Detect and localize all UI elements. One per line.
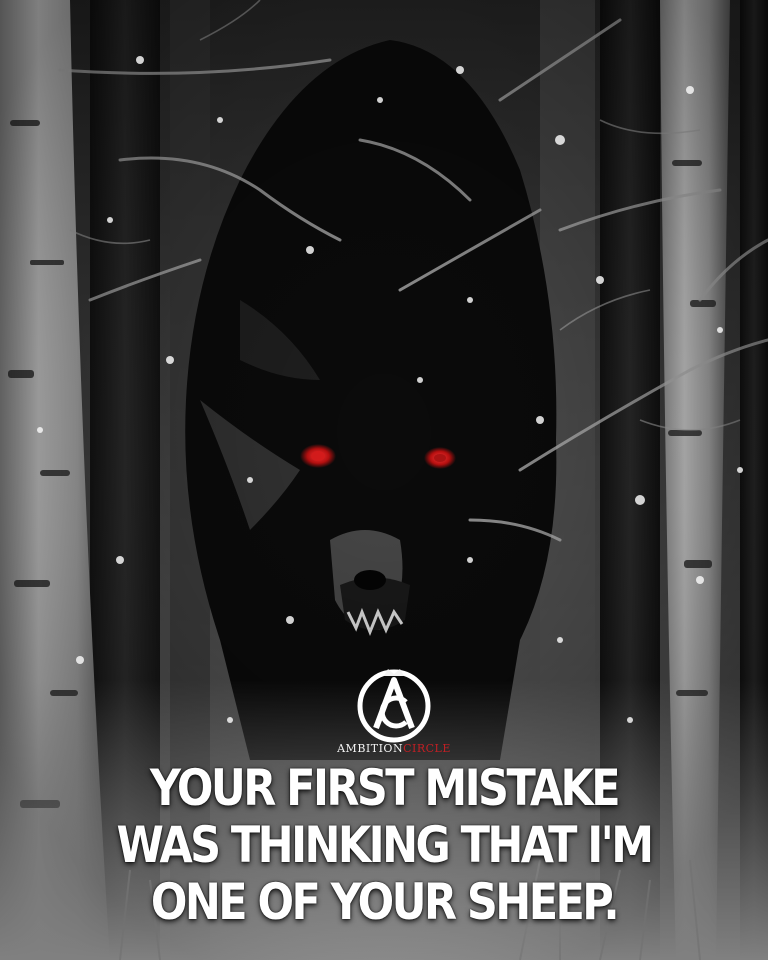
brand-name-circle: CIRCLE	[403, 742, 451, 755]
quote-line-2: WAS THINKING THAT I'M	[116, 816, 652, 874]
brand-name-ambition: AMBITION	[337, 742, 404, 755]
brand-logo	[324, 664, 464, 760]
quote-text	[71, 760, 697, 931]
quote-line-1: YOUR FIRST MISTAKE	[149, 759, 619, 817]
brand-name	[324, 742, 464, 756]
quote-line-3: ONE OF YOUR SHEEP.	[150, 873, 618, 931]
ac-monogram-icon	[348, 664, 440, 744]
